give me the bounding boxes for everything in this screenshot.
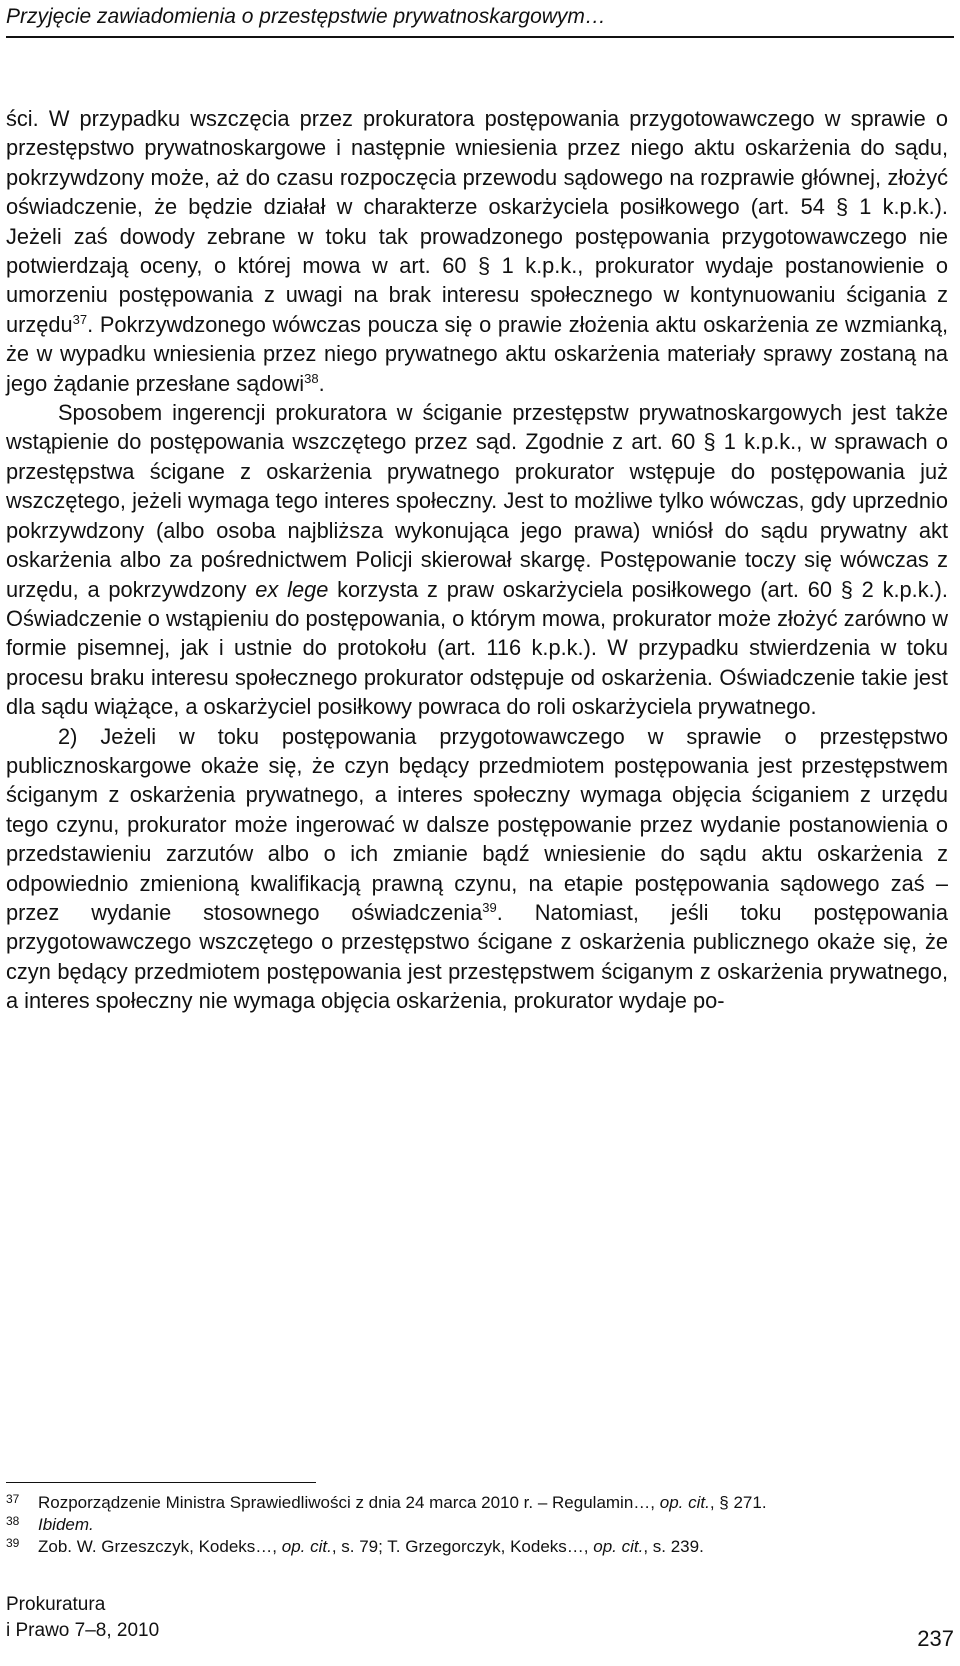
footnote-number: 38	[6, 1514, 20, 1528]
footnote-italic: op. cit.	[281, 1537, 332, 1556]
paragraph-1-text-c: .	[318, 370, 325, 396]
footnote-text: , § 271.	[709, 1493, 767, 1512]
header-divider	[6, 36, 954, 38]
footnote-italic: op. cit.	[659, 1493, 710, 1512]
footnote-italic: Ibidem.	[38, 1515, 94, 1534]
paragraph-2-text-a: Sposobem ingerencji prokuratora w ściganie przestępstw prywatnoskargowych jest także wstąpienie do postępowania wszczętego przez sąd. Zgodnie z art. 60 § 1 k.p.k., w sprawach o przestępstwa ścigane z oskarżenia prywatnego prokurator wstępuje do postępowania już wszczętego, jeżeli wymaga tego interes społeczny. Jest to możliwe tylko wówczas, gdy uprzednio pokrzywdzony (albo osoba najbliższa wykonująca jego prawa) wniósł do sądu prywatny akt oskarżenia albo za pośrednictwem Policji skierował skargę. Postępowanie toczy się wówczas z urzędu, a pokrzywdzony	[6, 400, 948, 602]
paragraph-3-text-a: 2) Jeżeli w toku postępowania przygotowawczego w sprawie o przestępstwo publicznoskargowe okaże się, że czyn będący przedmiotem postępowania jest przestępstwem ściganym z oskarżenia prywatnego, a interes społeczny wymaga objęcia ściganiem z urzędu tego czynu, prokurator może ingerować w dalsze postępowanie przez wydanie postanowienia o przedstawieniu zarzutów albo o ich zmianie bądź wniesienie do sądu aktu oskarżenia z odpowiednio zmienioną kwalifikacją prawną czynu, na etapie postępowania sądowego zaś – przez wydanie stosownego oświadczenia	[6, 723, 948, 925]
journal-name: Prokuratura	[6, 1594, 106, 1615]
paragraph-2	[6, 398, 948, 721]
footnote-38	[6, 1514, 944, 1536]
footnote-text: , s. 79; T. Grzegorczyk, Kodeks…,	[331, 1537, 594, 1556]
footnote-number: 37	[6, 1492, 20, 1506]
paragraph-3	[6, 722, 948, 1016]
paragraph-1-text-a: ści. W przypadku wszczęcia przez prokuratora postępowania przygotowawczego w sprawie o przestępstwo prywatnoskargowe i następnie wniesienia przez niego aktu oskarżenia do sądu, pokrzywdzony może, aż do czasu rozpoczęcia przewodu sądowego na rozprawie głównej, złożyć oświadczenie, że będzie działał w charakterze oskarżyciela posiłkowego (art. 54 § 1 k.p.k.). Jeżeli zaś dowody zebrane w toku tak prowadzonego postępowania przygotowawczego nie potwierdzają oceny, o której mowa w art. 60 § 1 k.p.k., prokurator wydaje postanowienie o umorzeniu postępowania z uwagi na brak interesu społecznego w kontynuowaniu ścigania z urzędu	[6, 106, 948, 337]
journal-issue: i Prawo 7–8, 2010	[6, 1620, 160, 1641]
footnote-37	[6, 1492, 944, 1514]
page-footer	[6, 1592, 956, 1644]
page-number: 237	[917, 1626, 954, 1651]
footnotes	[6, 1492, 944, 1558]
paragraph-2-text-b: korzysta z praw oskarżyciela posiłkowego (art. 60 § 2 k.p.k.). Oświadczenie o wstąpieniu do postępowania, o którym mowa, prokurator może złożyć zarówno w formie pisemnej, jak i ustnie do protokołu (art. 116 k.p.k.). W przypadku stwierdzenia w toku procesu braku interesu społecznego prokurator odstępuje od oskarżenia. Oświadczenie takie jest dla sądu wiążące, a oskarżyciel posiłkowy powraca do roli oskarżyciela prywatnego.	[6, 576, 948, 720]
running-header-title: Przyjęcie zawiadomienia o przestępstwie prywatnoskargowym…	[6, 5, 606, 28]
main-text	[6, 104, 948, 1016]
footnote-ref-38[interactable]: 38	[304, 370, 319, 386]
paragraph-1-text-b: . Pokrzywdzonego wówczas poucza się o prawie złożenia aktu oskarżenia ze wzmianką, że w wypadku wniesienia przez niego prywatnego aktu oskarżenia materiały sprawy zostaną na jego żądanie przesłane sądowi	[6, 311, 948, 396]
footnote-text: Rozporządzenie Ministra Sprawiedliwości z dnia 24 marca 2010 r. – Regulamin…,	[38, 1493, 660, 1512]
paragraph-3-text-b: . Natomiast, jeśli toku postępowania przygotowawczego wszczętego o przestępstwo ścigane z oskarżenia publicznego okaże się, że czyn będący przedmiotem postępowania jest przestępstwem ściganym z oskarżenia prywatnego, a interes społeczny nie wymaga objęcia oskarżenia, prokurator wydaje po-	[6, 899, 949, 1014]
footnote-ref-37[interactable]: 37	[72, 311, 88, 327]
footnote-text: Zob. W. Grzeszczyk, Kodeks…,	[38, 1537, 282, 1556]
footnote-italic: op. cit.	[593, 1537, 644, 1556]
running-header	[6, 4, 950, 30]
footnote-number: 39	[6, 1536, 20, 1550]
footnote-text: , s. 239.	[643, 1537, 704, 1556]
footnote-divider	[6, 1482, 316, 1483]
footnote-ref-39[interactable]: 39	[482, 899, 497, 915]
paragraph-2-italic: ex lege	[255, 576, 329, 602]
footnote-39	[6, 1536, 944, 1558]
paragraph-1	[6, 104, 948, 398]
